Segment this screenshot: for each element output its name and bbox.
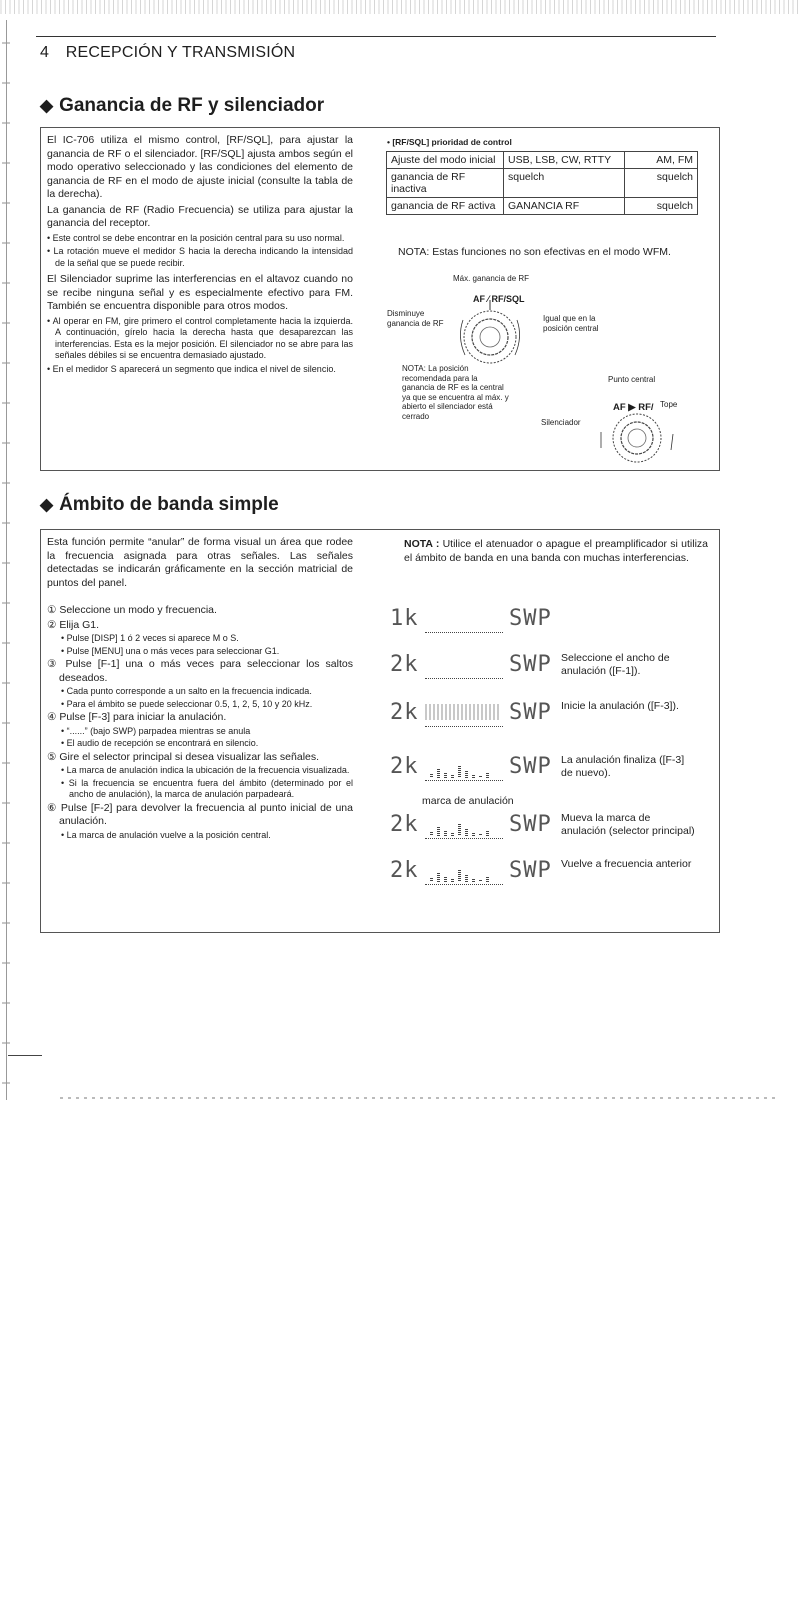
paragraph: El IC-706 utiliza el mismo control, [RF/SQL], para ajustar la ganancia de RF o el silenciador. [RF/SQL] ajusta ambos según el modo operativo seleccionado y las condiciones del elemento de ganancia de RF en el modo de ajuste inicial (consulte la tabla de la derecha).: [47, 134, 353, 200]
center-point-label: Punto central: [608, 375, 656, 384]
chapter-heading: [40, 44, 295, 62]
display-caption: Vuelve a frecuencia anterior: [561, 858, 692, 870]
peak-bar: [486, 877, 489, 882]
af-rf-knob-icon: [597, 408, 677, 466]
peak-bar: [437, 873, 440, 882]
peak-bar: [479, 880, 482, 882]
nota-text: Utilice el atenuador o apague el preamplificador si utiliza el ámbito de banda en una banda con muchas interferencias.: [404, 538, 708, 564]
peak-bar: [451, 879, 454, 882]
paragraph: La ganancia de RF (Radio Frecuencia) se utiliza para ajustar la ganancia del receptor.: [47, 203, 353, 229]
display-range-label: 2k: [390, 652, 419, 677]
peak-bar: [486, 831, 489, 836]
scan-noise-bottom: [60, 1097, 780, 1099]
peak-bar: [430, 774, 433, 778]
peak-bar: [465, 771, 468, 778]
chapter-title: RECEPCIÓN Y TRANSMISIÓN: [65, 44, 296, 61]
display-swp-label: SWP: [509, 754, 552, 779]
display-caption: La anulación finaliza ([F-3] de nuevo).: [561, 754, 685, 779]
display-swp-label: SWP: [509, 606, 552, 631]
steps-list: [47, 604, 353, 841]
peak-bar: [472, 833, 475, 836]
section-title-rf-gain: [40, 95, 324, 117]
step-sub-bullet: • El audio de recepción se encontrará en silencio.: [61, 738, 259, 748]
band-scope-text: [47, 536, 353, 842]
peak-bar: [472, 879, 475, 882]
section-title-band-scope: [40, 494, 279, 516]
display-swp-label: SWP: [509, 700, 552, 725]
priority-table: [386, 151, 698, 215]
binding-marks: [2, 20, 10, 1100]
display-range-label: 2k: [390, 858, 419, 883]
sweep-shading: [425, 704, 501, 720]
step-item: ⑥ Pulse [F-2] para devolver la frecuencia al punto inicial de una anulación.: [47, 801, 353, 827]
step-sub-bullet: • Si la frecuencia se encuentra fuera del ámbito (determinado por el ancho de anulación), la marca de anulación parpadeará.: [61, 777, 353, 799]
nota-wfm: NOTA: Estas funciones no son efectivas en el modo WFM.: [398, 246, 671, 258]
diamond-icon: ◆: [40, 495, 54, 514]
display-dot-matrix: [425, 778, 503, 781]
display-range-label: 2k: [390, 812, 419, 837]
table-cell: squelch: [625, 169, 698, 198]
peak-bar: [444, 877, 447, 882]
knob-label-rfsql: AF ⁄ RF/SQL: [473, 294, 525, 304]
table-cell: USB, LSB, CW, RTTY: [504, 152, 625, 169]
step-sub-bullet: • Pulse [MENU] una o más veces para seleccionar G1.: [61, 645, 280, 656]
peak-bar: [486, 773, 489, 778]
step-sub-bullet: • “......” (bajo SWP) parpadea mientras se anula: [61, 725, 251, 736]
step-sub-bullet: • La marca de anulación indica la ubicación de la frecuencia visualizada.: [61, 765, 350, 775]
display-dot-matrix: [425, 630, 503, 633]
knob-label-af: AF ▶ RF/: [613, 402, 654, 413]
max-gain-label: Máx. ganancia de RF: [453, 274, 530, 283]
table-caption: • [RF/SQL] prioridad de control: [387, 137, 512, 147]
table-cell: squelch: [504, 169, 625, 198]
display-dot-matrix: [425, 882, 503, 885]
intro-paragraph: Esta función permite “anular” de forma visual un área que rodee la frecuencia asignada para otras señales. Las señales detectadas se indicarán gráficamente en la sección matricial de puntos del panel.: [47, 536, 353, 589]
step-item: ② Elija G1.: [47, 618, 100, 631]
step-sub-bullet: • Para el ámbito se puede seleccionar 0.5, 1, 2, 5, 10 y 20 kHz.: [61, 698, 313, 709]
rf-sql-knob-icon: [455, 300, 525, 370]
table-cell: Ajuste del modo inicial: [387, 152, 504, 169]
scan-noise-top: [0, 0, 798, 14]
peak-bar: [430, 832, 433, 836]
peak-bar: [458, 824, 461, 836]
decrease-gain-label: Disminuye ganancia de RF: [387, 309, 444, 328]
signal-peaks: [430, 820, 500, 836]
diamond-icon: ◆: [40, 96, 54, 115]
peak-bar: [472, 775, 475, 778]
band-scope-nota: [404, 538, 708, 565]
display-swp-label: SWP: [509, 858, 552, 883]
display-caption: Seleccione el ancho de anulación ([F-1]).: [561, 652, 670, 677]
peak-bar: [444, 773, 447, 778]
signal-peaks: [430, 866, 500, 882]
table-cell: ganancia de RF inactiva: [387, 169, 504, 198]
margin-dash: [8, 1055, 42, 1056]
display-dot-matrix: [425, 836, 503, 839]
same-center-label: Igual que en la posición central: [543, 314, 599, 333]
display-swp-label: SWP: [509, 652, 552, 677]
signal-peaks: [430, 762, 500, 778]
section-title-text: Ámbito de banda simple: [59, 494, 279, 515]
peak-bar: [437, 827, 440, 836]
paragraph: El Silenciador suprime las interferencias en el altavoz cuando no se recibe ninguna señal y es especialmente efectivo para FM. También se encuentra disponible para otros modos.: [47, 273, 353, 312]
knob-note: NOTA: La posición recomendada para la ganancia de RF es la central ya que se encuentra al máx. y abierto el silenciador está cerrado: [402, 364, 509, 421]
section-title-text: Ganancia de RF y silenciador: [59, 95, 325, 116]
peak-bar: [451, 775, 454, 778]
rf-gain-text: [47, 134, 353, 377]
chapter-number: 4: [40, 44, 50, 61]
bullet: • Al operar en FM, gire primero el control completamente hacia la izquierda. A continuación, gírelo hacia la derecha hasta que desaparezcan las interferencias. Esta es la mejor posición. El silenciador no se abre para las señales débiles si se encuentra demasiado ajustado.: [47, 315, 353, 360]
table-cell: squelch: [625, 198, 698, 215]
peak-bar: [479, 776, 482, 778]
squelch-label: Silenciador: [541, 418, 581, 427]
peak-bar: [479, 834, 482, 836]
table-row: [387, 198, 698, 215]
step-item: ③ Pulse [F-1] una o más veces para seleccionar los saltos deseados.: [47, 658, 353, 684]
step-sub-bullet: • Pulse [DISP] 1 ó 2 veces si aparece M o S.: [61, 633, 239, 643]
display-dot-matrix: [425, 676, 503, 679]
table-cell: GANANCIA RF: [504, 198, 625, 215]
peak-bar: [451, 833, 454, 836]
tope-label: Tope: [660, 400, 678, 409]
marker-label: marca de anulación: [422, 795, 514, 807]
peak-bar: [458, 766, 461, 778]
peak-bar: [437, 769, 440, 778]
peak-bar: [465, 829, 468, 836]
step-sub-bullet: • La marca de anulación vuelve a la posición central.: [61, 829, 271, 840]
display-range-label: 2k: [390, 700, 419, 725]
table-cell: ganancia de RF activa: [387, 198, 504, 215]
bullet: • En el medidor S aparecerá un segmento que indica el nivel de silencio.: [47, 363, 336, 374]
chapter-rule: [36, 36, 716, 37]
display-range-label: 1k: [390, 606, 419, 631]
table-row: [387, 169, 698, 198]
step-item: ④ Pulse [F-3] para iniciar la anulación.: [47, 711, 227, 723]
peak-bar: [430, 878, 433, 882]
display-range-label: 2k: [390, 754, 419, 779]
bullet: • Este control se debe encontrar en la posición central para su uso normal.: [47, 232, 345, 243]
table-row: [387, 152, 698, 169]
display-caption: Mueva la marca de anulación (selector principal): [561, 812, 695, 837]
step-item: ⑤ Gire el selector principal si desea visualizar las señales.: [47, 750, 320, 763]
display-dot-matrix: [425, 724, 503, 727]
peak-bar: [444, 831, 447, 836]
peak-bar: [465, 875, 468, 882]
nota-label: NOTA :: [404, 538, 440, 550]
display-swp-label: SWP: [509, 812, 552, 837]
peak-bar: [458, 870, 461, 882]
band-scope-box: [40, 529, 720, 933]
bullet: • La rotación mueve el medidor S hacia la derecha indicando la intensidad de la señal que se puede recibir.: [47, 246, 353, 268]
display-caption: Inicie la anulación ([F-3]).: [561, 700, 679, 712]
step-item: ① Seleccione un modo y frecuencia.: [47, 604, 217, 616]
table-cell: AM, FM: [625, 152, 698, 169]
step-sub-bullet: • Cada punto corresponde a un salto en la frecuencia indicada.: [61, 686, 312, 696]
